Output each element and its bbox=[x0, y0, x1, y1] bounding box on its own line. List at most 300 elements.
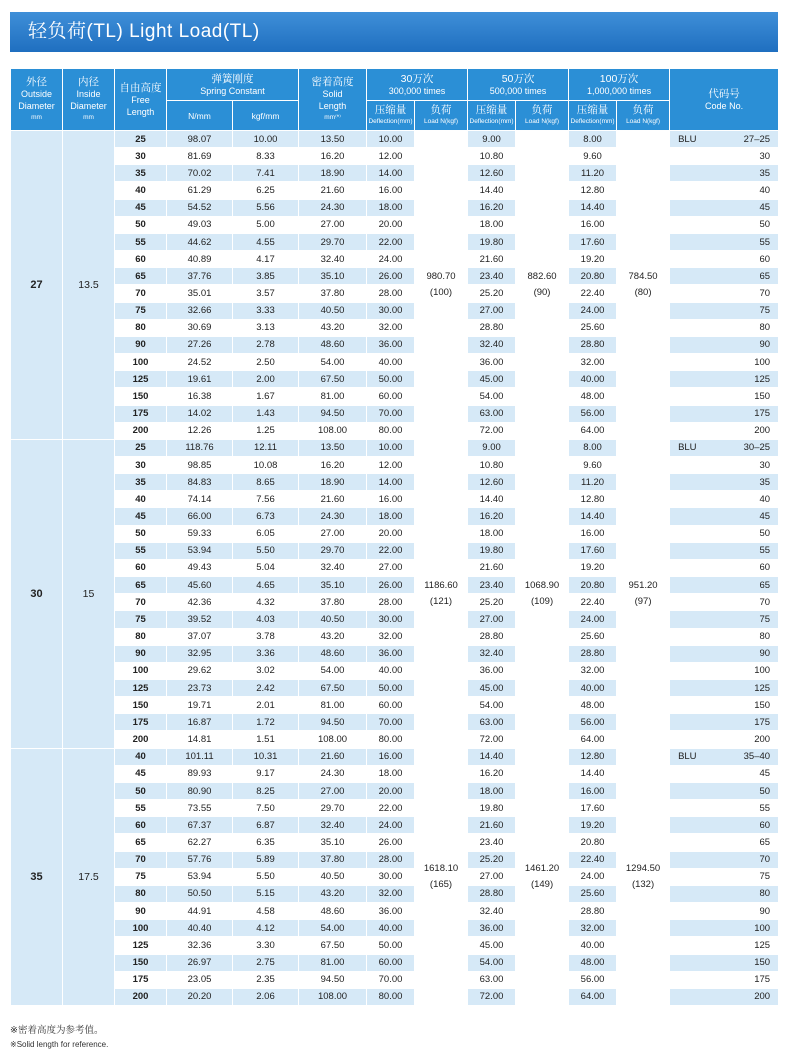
code-value: 200 bbox=[754, 734, 771, 746]
free-length-cell: 55 bbox=[115, 233, 167, 250]
deflection-1m-cell: 9.60 bbox=[569, 456, 617, 473]
spring-kgf-cell: 5.00 bbox=[233, 216, 299, 233]
code-no-cell bbox=[670, 577, 779, 594]
deflection-300k-cell: 50.00 bbox=[367, 680, 415, 697]
solid-length-cell: 54.00 bbox=[299, 920, 367, 937]
deflection-500k-cell: 18.00 bbox=[468, 525, 516, 542]
spring-n-cell: 23.05 bbox=[167, 971, 233, 988]
free-length-cell: 175 bbox=[115, 714, 167, 731]
free-length-cell: 80 bbox=[115, 628, 167, 645]
deflection-1m-cell: 25.60 bbox=[569, 628, 617, 645]
spring-kgf-cell: 7.41 bbox=[233, 165, 299, 182]
spring-n-cell: 16.87 bbox=[167, 714, 233, 731]
code-no-cell bbox=[670, 542, 779, 559]
deflection-1m-cell: 64.00 bbox=[569, 988, 617, 1005]
free-length-cell: 75 bbox=[115, 611, 167, 628]
deflection-300k-cell: 28.00 bbox=[367, 594, 415, 611]
spring-kgf-cell: 7.50 bbox=[233, 800, 299, 817]
code-no-cell bbox=[670, 405, 779, 422]
deflection-300k-cell: 36.00 bbox=[367, 645, 415, 662]
spring-n-cell: 27.26 bbox=[167, 336, 233, 353]
code-value: 175 bbox=[754, 716, 771, 728]
spring-n-cell: 61.29 bbox=[167, 182, 233, 199]
code-no-cell bbox=[670, 336, 779, 353]
load-300k-cell bbox=[415, 439, 468, 748]
code-no-cell bbox=[670, 971, 779, 988]
spring-kgf-cell: 3.02 bbox=[233, 662, 299, 679]
spring-n-cell: 23.73 bbox=[167, 680, 233, 697]
code-value: 125 bbox=[754, 373, 771, 385]
deflection-500k-cell: 27.00 bbox=[468, 611, 516, 628]
code-no-cell bbox=[670, 354, 779, 371]
solid-length-cell: 94.50 bbox=[299, 971, 367, 988]
code-value: 90 bbox=[759, 339, 771, 351]
free-length-cell: 90 bbox=[115, 903, 167, 920]
spring-kgf-cell: 2.06 bbox=[233, 988, 299, 1005]
code-no-cell bbox=[670, 611, 779, 628]
code-no-cell bbox=[670, 954, 779, 971]
spring-n-cell: 19.71 bbox=[167, 697, 233, 714]
deflection-500k-cell: 23.40 bbox=[468, 268, 516, 285]
code-no-cell bbox=[670, 817, 779, 834]
spring-n-cell: 50.50 bbox=[167, 885, 233, 902]
deflection-1m-cell: 14.40 bbox=[569, 765, 617, 782]
solid-length-cell: 43.20 bbox=[299, 628, 367, 645]
deflection-500k-cell: 23.40 bbox=[468, 834, 516, 851]
spring-n-cell: 40.89 bbox=[167, 251, 233, 268]
code-no-cell bbox=[670, 628, 779, 645]
code-no-cell bbox=[670, 508, 779, 525]
solid-length-cell: 40.50 bbox=[299, 611, 367, 628]
header-solid-length: 密着高度 Solid Length mm⁽*⁾ bbox=[299, 69, 367, 131]
code-no-cell bbox=[670, 662, 779, 679]
spring-n-cell: 49.03 bbox=[167, 216, 233, 233]
deflection-300k-cell: 26.00 bbox=[367, 268, 415, 285]
deflection-500k-cell: 19.80 bbox=[468, 233, 516, 250]
deflection-500k-cell: 25.20 bbox=[468, 851, 516, 868]
solid-length-cell: 29.70 bbox=[299, 542, 367, 559]
code-no-cell bbox=[670, 439, 779, 456]
solid-length-cell: 43.20 bbox=[299, 319, 367, 336]
code-value: 70 bbox=[759, 854, 771, 866]
deflection-1m-cell: 40.00 bbox=[569, 937, 617, 954]
deflection-300k-cell: 80.00 bbox=[367, 988, 415, 1005]
header-outside-diameter: 外径 Outside Diameter mm bbox=[11, 69, 63, 131]
code-no-cell bbox=[670, 765, 779, 782]
code-value: 60 bbox=[759, 253, 771, 265]
deflection-1m-cell: 22.40 bbox=[569, 594, 617, 611]
solid-length-cell: 27.00 bbox=[299, 216, 367, 233]
free-length-cell: 200 bbox=[115, 988, 167, 1005]
load-500k-kgf: (149) bbox=[530, 878, 554, 890]
header-1m-deflection: 压缩量 Deflection(mm) bbox=[569, 101, 617, 131]
code-no-cell bbox=[670, 474, 779, 491]
spring-n-cell: 89.93 bbox=[167, 765, 233, 782]
deflection-1m-cell: 12.80 bbox=[569, 748, 617, 765]
code-value: 150 bbox=[754, 699, 771, 711]
code-value: 35 bbox=[759, 167, 771, 179]
free-length-cell: 200 bbox=[115, 422, 167, 439]
solid-length-cell: 16.20 bbox=[299, 456, 367, 473]
code-no-cell bbox=[670, 422, 779, 439]
load-500k-kgf: (90) bbox=[533, 286, 551, 298]
spring-n-cell: 67.37 bbox=[167, 817, 233, 834]
spring-kgf-cell: 5.50 bbox=[233, 542, 299, 559]
deflection-300k-cell: 24.00 bbox=[367, 817, 415, 834]
page-title: 轻负荷(TL) Light Load(TL) bbox=[10, 12, 778, 52]
deflection-500k-cell: 54.00 bbox=[468, 697, 516, 714]
solid-length-cell: 48.60 bbox=[299, 645, 367, 662]
code-no-cell bbox=[670, 920, 779, 937]
deflection-500k-cell: 27.00 bbox=[468, 302, 516, 319]
code-value: 55 bbox=[759, 802, 771, 814]
header-300k-load: 负荷 Load N(kgf) bbox=[415, 101, 468, 131]
spring-kgf-cell: 4.17 bbox=[233, 251, 299, 268]
free-length-cell: 150 bbox=[115, 954, 167, 971]
deflection-300k-cell: 26.00 bbox=[367, 834, 415, 851]
deflection-300k-cell: 30.00 bbox=[367, 302, 415, 319]
deflection-300k-cell: 80.00 bbox=[367, 731, 415, 748]
table-row bbox=[11, 131, 779, 148]
header-spring-constant: 弹簧刚度 Spring Constant bbox=[167, 69, 299, 101]
code-value: 175 bbox=[754, 408, 771, 420]
free-length-cell: 70 bbox=[115, 594, 167, 611]
deflection-1m-cell: 56.00 bbox=[569, 714, 617, 731]
solid-length-cell: 40.50 bbox=[299, 868, 367, 885]
solid-length-cell: 37.80 bbox=[299, 851, 367, 868]
deflection-300k-cell: 32.00 bbox=[367, 628, 415, 645]
code-value: 65 bbox=[759, 270, 771, 282]
deflection-1m-cell: 17.60 bbox=[569, 542, 617, 559]
code-value: 70 bbox=[759, 287, 771, 299]
deflection-500k-cell: 63.00 bbox=[468, 714, 516, 731]
free-length-cell: 40 bbox=[115, 182, 167, 199]
deflection-1m-cell: 9.60 bbox=[569, 148, 617, 165]
spring-kgf-cell: 4.55 bbox=[233, 233, 299, 250]
solid-length-cell: 81.00 bbox=[299, 388, 367, 405]
spring-kgf-cell: 6.25 bbox=[233, 182, 299, 199]
code-no-cell bbox=[670, 885, 779, 902]
inside-diameter-cell: 17.5 bbox=[63, 748, 115, 1005]
header-500k-load: 负荷 Load N(kgf) bbox=[516, 101, 569, 131]
code-no-cell bbox=[670, 216, 779, 233]
deflection-300k-cell: 28.00 bbox=[367, 285, 415, 302]
solid-length-cell: 32.40 bbox=[299, 251, 367, 268]
outside-diameter-cell: 30 bbox=[11, 439, 63, 748]
solid-length-cell: 21.60 bbox=[299, 748, 367, 765]
deflection-300k-cell: 16.00 bbox=[367, 491, 415, 508]
code-value: 200 bbox=[754, 991, 771, 1003]
spring-n-cell: 59.33 bbox=[167, 525, 233, 542]
deflection-1m-cell: 28.80 bbox=[569, 336, 617, 353]
free-length-cell: 70 bbox=[115, 851, 167, 868]
spring-n-cell: 40.40 bbox=[167, 920, 233, 937]
code-prefix: BLU bbox=[678, 751, 697, 763]
deflection-500k-cell: 36.00 bbox=[468, 354, 516, 371]
deflection-500k-cell: 36.00 bbox=[468, 662, 516, 679]
deflection-300k-cell: 20.00 bbox=[367, 525, 415, 542]
code-value: 80 bbox=[759, 888, 771, 900]
code-value: 30–25 bbox=[743, 442, 771, 454]
solid-length-cell: 13.50 bbox=[299, 131, 367, 148]
free-length-cell: 55 bbox=[115, 800, 167, 817]
deflection-1m-cell: 20.80 bbox=[569, 834, 617, 851]
deflection-500k-cell: 28.80 bbox=[468, 885, 516, 902]
deflection-500k-cell: 28.80 bbox=[468, 628, 516, 645]
spring-n-cell: 73.55 bbox=[167, 800, 233, 817]
table-row bbox=[11, 748, 779, 765]
spring-kgf-cell: 7.56 bbox=[233, 491, 299, 508]
solid-length-cell: 43.20 bbox=[299, 885, 367, 902]
spring-kgf-cell: 10.08 bbox=[233, 456, 299, 473]
deflection-1m-cell: 25.60 bbox=[569, 319, 617, 336]
solid-length-cell: 81.00 bbox=[299, 697, 367, 714]
deflection-1m-cell: 19.20 bbox=[569, 559, 617, 576]
spring-n-cell: 39.52 bbox=[167, 611, 233, 628]
spring-kgf-cell: 6.87 bbox=[233, 817, 299, 834]
deflection-1m-cell: 16.00 bbox=[569, 782, 617, 799]
code-value: 60 bbox=[759, 562, 771, 574]
deflection-1m-cell: 20.80 bbox=[569, 577, 617, 594]
solid-length-cell: 18.90 bbox=[299, 165, 367, 182]
spring-n-cell: 32.66 bbox=[167, 302, 233, 319]
spring-kgf-cell: 3.85 bbox=[233, 268, 299, 285]
deflection-500k-cell: 9.00 bbox=[468, 131, 516, 148]
deflection-1m-cell: 28.80 bbox=[569, 903, 617, 920]
code-value: 150 bbox=[754, 390, 771, 402]
code-no-cell bbox=[670, 302, 779, 319]
deflection-300k-cell: 30.00 bbox=[367, 611, 415, 628]
code-value: 100 bbox=[754, 356, 771, 368]
deflection-500k-cell: 72.00 bbox=[468, 731, 516, 748]
deflection-300k-cell: 60.00 bbox=[367, 697, 415, 714]
code-value: 30 bbox=[759, 459, 771, 471]
header-500k-deflection: 压缩量 Deflection(mm) bbox=[468, 101, 516, 131]
free-length-cell: 50 bbox=[115, 525, 167, 542]
deflection-1m-cell: 24.00 bbox=[569, 611, 617, 628]
spring-kgf-cell: 1.43 bbox=[233, 405, 299, 422]
deflection-1m-cell: 19.20 bbox=[569, 817, 617, 834]
code-no-cell bbox=[670, 251, 779, 268]
code-value: 80 bbox=[759, 631, 771, 643]
free-length-cell: 125 bbox=[115, 680, 167, 697]
spring-kgf-cell: 10.00 bbox=[233, 131, 299, 148]
deflection-1m-cell: 8.00 bbox=[569, 131, 617, 148]
code-value: 125 bbox=[754, 939, 771, 951]
spring-n-cell: 70.02 bbox=[167, 165, 233, 182]
deflection-1m-cell: 12.80 bbox=[569, 182, 617, 199]
free-length-cell: 30 bbox=[115, 148, 167, 165]
deflection-1m-cell: 40.00 bbox=[569, 371, 617, 388]
code-value: 100 bbox=[754, 665, 771, 677]
deflection-1m-cell: 48.00 bbox=[569, 954, 617, 971]
spring-kgf-cell: 4.32 bbox=[233, 594, 299, 611]
deflection-500k-cell: 54.00 bbox=[468, 954, 516, 971]
deflection-1m-cell: 24.00 bbox=[569, 302, 617, 319]
deflection-500k-cell: 63.00 bbox=[468, 971, 516, 988]
inside-diameter-cell: 15 bbox=[63, 439, 115, 748]
load-500k-value: 1461.20 bbox=[524, 862, 560, 874]
header-300k-deflection: 压缩量 Deflection(mm) bbox=[367, 101, 415, 131]
solid-length-cell: 18.90 bbox=[299, 474, 367, 491]
deflection-300k-cell: 50.00 bbox=[367, 371, 415, 388]
spring-kgf-cell: 3.30 bbox=[233, 937, 299, 954]
deflection-300k-cell: 30.00 bbox=[367, 868, 415, 885]
deflection-1m-cell: 22.40 bbox=[569, 285, 617, 302]
free-length-cell: 30 bbox=[115, 456, 167, 473]
deflection-500k-cell: 63.00 bbox=[468, 405, 516, 422]
spring-n-cell: 37.07 bbox=[167, 628, 233, 645]
deflection-1m-cell: 17.60 bbox=[569, 233, 617, 250]
solid-length-cell: 32.40 bbox=[299, 559, 367, 576]
header-code-no: 代码号 Code No. bbox=[670, 69, 779, 131]
deflection-500k-cell: 10.80 bbox=[468, 456, 516, 473]
load-300k-cell bbox=[415, 748, 468, 1005]
deflection-1m-cell: 32.00 bbox=[569, 920, 617, 937]
free-length-cell: 175 bbox=[115, 405, 167, 422]
spring-spec-table bbox=[10, 68, 779, 1006]
code-value: 70 bbox=[759, 596, 771, 608]
deflection-300k-cell: 10.00 bbox=[367, 131, 415, 148]
deflection-300k-cell: 70.00 bbox=[367, 971, 415, 988]
code-no-cell bbox=[670, 851, 779, 868]
deflection-1m-cell: 16.00 bbox=[569, 216, 617, 233]
code-value: 50 bbox=[759, 785, 771, 797]
deflection-300k-cell: 27.00 bbox=[367, 559, 415, 576]
code-no-cell bbox=[670, 491, 779, 508]
deflection-300k-cell: 80.00 bbox=[367, 422, 415, 439]
deflection-500k-cell: 21.60 bbox=[468, 559, 516, 576]
spring-n-cell: 44.62 bbox=[167, 233, 233, 250]
free-length-cell: 60 bbox=[115, 817, 167, 834]
solid-length-cell: 67.50 bbox=[299, 937, 367, 954]
deflection-1m-cell: 28.80 bbox=[569, 645, 617, 662]
load-1m-cell bbox=[617, 131, 670, 440]
code-no-cell bbox=[670, 834, 779, 851]
deflection-500k-cell: 21.60 bbox=[468, 817, 516, 834]
code-no-cell bbox=[670, 182, 779, 199]
deflection-500k-cell: 32.40 bbox=[468, 645, 516, 662]
code-value: 90 bbox=[759, 648, 771, 660]
solid-length-cell: 67.50 bbox=[299, 371, 367, 388]
outside-diameter-cell: 27 bbox=[11, 131, 63, 440]
deflection-1m-cell: 64.00 bbox=[569, 731, 617, 748]
deflection-300k-cell: 12.00 bbox=[367, 456, 415, 473]
deflection-1m-cell: 40.00 bbox=[569, 680, 617, 697]
solid-length-cell: 108.00 bbox=[299, 422, 367, 439]
code-no-cell bbox=[670, 388, 779, 405]
spring-n-cell: 53.94 bbox=[167, 868, 233, 885]
spring-kgf-cell: 5.50 bbox=[233, 868, 299, 885]
deflection-1m-cell: 48.00 bbox=[569, 697, 617, 714]
deflection-500k-cell: 10.80 bbox=[468, 148, 516, 165]
deflection-1m-cell: 16.00 bbox=[569, 525, 617, 542]
spring-n-cell: 98.07 bbox=[167, 131, 233, 148]
spring-n-cell: 49.43 bbox=[167, 559, 233, 576]
deflection-500k-cell: 19.80 bbox=[468, 542, 516, 559]
deflection-500k-cell: 45.00 bbox=[468, 680, 516, 697]
spring-n-cell: 12.26 bbox=[167, 422, 233, 439]
spring-n-cell: 53.94 bbox=[167, 542, 233, 559]
solid-length-cell: 35.10 bbox=[299, 268, 367, 285]
spring-kgf-cell: 5.04 bbox=[233, 559, 299, 576]
code-value: 40 bbox=[759, 185, 771, 197]
code-value: 65 bbox=[759, 836, 771, 848]
solid-length-cell: 35.10 bbox=[299, 834, 367, 851]
code-no-cell bbox=[670, 800, 779, 817]
free-length-cell: 200 bbox=[115, 731, 167, 748]
load-1m-cell bbox=[617, 748, 670, 1005]
deflection-300k-cell: 28.00 bbox=[367, 851, 415, 868]
code-no-cell bbox=[670, 782, 779, 799]
load-300k-kgf: (121) bbox=[429, 595, 453, 607]
code-no-cell bbox=[670, 525, 779, 542]
deflection-1m-cell: 24.00 bbox=[569, 868, 617, 885]
deflection-300k-cell: 70.00 bbox=[367, 405, 415, 422]
solid-length-cell: 54.00 bbox=[299, 354, 367, 371]
spring-kgf-cell: 4.03 bbox=[233, 611, 299, 628]
deflection-300k-cell: 50.00 bbox=[367, 937, 415, 954]
free-length-cell: 40 bbox=[115, 748, 167, 765]
deflection-500k-cell: 14.40 bbox=[468, 182, 516, 199]
header-free-length: 自由高度 Free Length bbox=[115, 69, 167, 131]
header-1m-load: 负荷 Load N(kgf) bbox=[617, 101, 670, 131]
free-length-cell: 100 bbox=[115, 662, 167, 679]
free-length-cell: 100 bbox=[115, 920, 167, 937]
deflection-300k-cell: 20.00 bbox=[367, 782, 415, 799]
free-length-cell: 60 bbox=[115, 559, 167, 576]
solid-length-cell: 24.30 bbox=[299, 508, 367, 525]
deflection-300k-cell: 18.00 bbox=[367, 765, 415, 782]
spring-kgf-cell: 2.01 bbox=[233, 697, 299, 714]
spring-kgf-cell: 2.50 bbox=[233, 354, 299, 371]
code-value: 50 bbox=[759, 219, 771, 231]
code-value: 45 bbox=[759, 768, 771, 780]
load-1m-value: 784.50 bbox=[628, 270, 658, 282]
code-value: 100 bbox=[754, 922, 771, 934]
spring-n-cell: 118.76 bbox=[167, 439, 233, 456]
code-no-cell bbox=[670, 319, 779, 336]
code-no-cell bbox=[670, 285, 779, 302]
free-length-cell: 55 bbox=[115, 542, 167, 559]
deflection-500k-cell: 32.40 bbox=[468, 903, 516, 920]
code-no-cell bbox=[670, 645, 779, 662]
spring-n-cell: 32.36 bbox=[167, 937, 233, 954]
free-length-cell: 90 bbox=[115, 336, 167, 353]
deflection-500k-cell: 16.20 bbox=[468, 199, 516, 216]
deflection-1m-cell: 19.20 bbox=[569, 251, 617, 268]
deflection-500k-cell: 54.00 bbox=[468, 388, 516, 405]
free-length-cell: 150 bbox=[115, 697, 167, 714]
deflection-300k-cell: 36.00 bbox=[367, 336, 415, 353]
code-no-cell bbox=[670, 559, 779, 576]
header-1m-times: 100万次 1,000,000 times bbox=[569, 69, 670, 101]
spring-kgf-cell: 6.73 bbox=[233, 508, 299, 525]
deflection-300k-cell: 36.00 bbox=[367, 903, 415, 920]
code-no-cell bbox=[670, 714, 779, 731]
deflection-500k-cell: 9.00 bbox=[468, 439, 516, 456]
spring-n-cell: 42.36 bbox=[167, 594, 233, 611]
deflection-300k-cell: 70.00 bbox=[367, 714, 415, 731]
code-value: 80 bbox=[759, 322, 771, 334]
spring-n-cell: 57.76 bbox=[167, 851, 233, 868]
code-no-cell bbox=[670, 371, 779, 388]
deflection-1m-cell: 20.80 bbox=[569, 268, 617, 285]
spring-n-cell: 101.11 bbox=[167, 748, 233, 765]
spring-n-cell: 98.85 bbox=[167, 456, 233, 473]
solid-length-cell: 21.60 bbox=[299, 182, 367, 199]
load-500k-cell bbox=[516, 131, 569, 440]
